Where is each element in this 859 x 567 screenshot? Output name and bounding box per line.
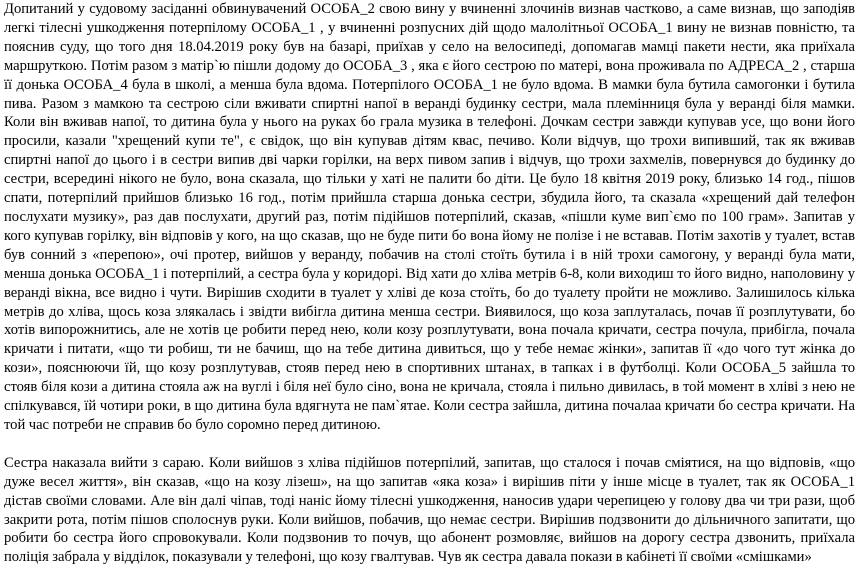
paragraph-testimony: Допитаний у судовому засіданні обвинувачений ОСОБА_2 свою вину у вчиненні злочинів визнав частково, а саме визнав, що заподіяв легкі тілесні ушкодження потерпілому ОСОБА_1 , у вчиненні розпусних дій щодо малолітньої ОСОБА_1 вину не визнав повністю, та пояснив суду, що того дня 18.04.2019 року був на базарі, приїхав у село на велосипеді, допомагав мамці пакети нести, яка приїхала маршруткою. Потім разом з матір`ю пішли додому до ОСОБА_3 , яка є його сестрою по матері, вона проживала по АДРЕСА_2 , старша її донька ОСОБА_4 була в школі, а менша була вдома. Потерпілого ОСОБА_1 не було вдома. В мамки була бутила самогонки і бутила пива. Разом з мамкою та сестрою сіли вживати спиртні напої в веранді будинку сестри, мала племінниця була у веранді біля мамки. Коли він вживав напої, то дитина була у нього на руках бо грала музика в телефоні. Дочкам сестри завжди купував усе, що вони його просили, казали "хрещений купи те", є свідок, що він купував дітям квас, печиво. Коли відчув, що трохи випивший, так як вживав спиртні напої до цього і в сестри випив дві чарки горілки, на верх пивом запив і відчув, що трохи захмелів, повернувся до будинку до сестри, всередині нікого не було, вона сказала, що тільки у хаті не палити бо діти. Це було 18 квітня 2019 року, близько 14 год., пішов спати, потерпілий прийшов близько 16 год., потім прийшла старша донька сестри, збудила його, та сказала «хрещений дай телефон послухати музику», раз дав послухати, другий раз, потім підійшов потерпілий, сказав, «пішли куме вип`ємо по 100 грам». Запитав у кого купував горілку, він відповів у кого, на що сказав, що не буде пити бо вона йому не полізе і не вставав. Потім захотів у туалет, встав був сонний з «перепою», очі протер, вийшов у веранду, побачив на столі стоїть бутила і в ній трохи самогону, у веранді була мати, менша донька ОСОБА_1 і потерпілий, а сестра була у коридорі. Від хати до хліва метрів 6-8, коли виходиш то його видно, наполовину у веранді вікна, все видно і чути. Вирішив сходити в туалет у хліві де коза стоїть, бо до туалету пройти не можливо. Залишилось кілька метрів до хліва, щось коза злякалась і звідти вибігла дитина менша сестри. Виявилося, що коза заплуталась, почав її розплутувати, бо хотів випорожнитись, але не хотів це робити перед нею, коли козу розплутувати, вона почала кричати, сестра почула, прибігла, почала кричати і питати, «що ти робиш, ти не бачиш, що на тебе дитина дивиться, що у тебе немає жінки», запитав її «до чого тут жінка до кози», пояснюючи їй, що козу розплутував, стояв перед нею в спортивних штанах, в тапках і в футболці. Коли ОСОБА_5 зайшла то стояв біля кози а дитина стояла аж на вуглі і біля неї було сіно, вона не кричала, стояла і пильно дивилась, в той момент в хліві з нею не спілкувався, їй чотири роки, в що дитина була вдягнута не пам`ятае. Коли сестра зайшла, дитина почалаа кричати бо сестра кричати. На той час потреби не справив бо було соромно перед дитиною.: [4, 1, 855, 433]
paragraph-gap: [4, 435, 855, 454]
paragraph-continuation: Сестра наказала вийти з сараю. Коли вийшов з хліва підійшов потерпілий, запитав, що сталося і почав сміятися, на що відповів, «що дуже весел життя», він сказав, «що на козу лізеш», на що запитав «яка коза» і вирішив піти у інше місце в туалет, так як ОСОБА_1 дістав своїми словами. Але він далі чіпав, тоді наніс йому тілесні ушкодження, наносив удари черепицею у голову два чи три рази, щоб закрити рота, потім пішов сполоснув руки. Коли вийшов, побачив, що немає сестри. Вирішив подзвонити до дільничного запитати, що робити бо сестра його спровокували. Коли подзвонив то почув, що абонент розмовляє, вийшов на дорогу сестра дзвонить, приїхала поліція забрала у відділок, показували у телефоні, що козу гвалтував. Чув як сестра давала покази в кабінеті її своїми «смішками»: [4, 454, 855, 566]
